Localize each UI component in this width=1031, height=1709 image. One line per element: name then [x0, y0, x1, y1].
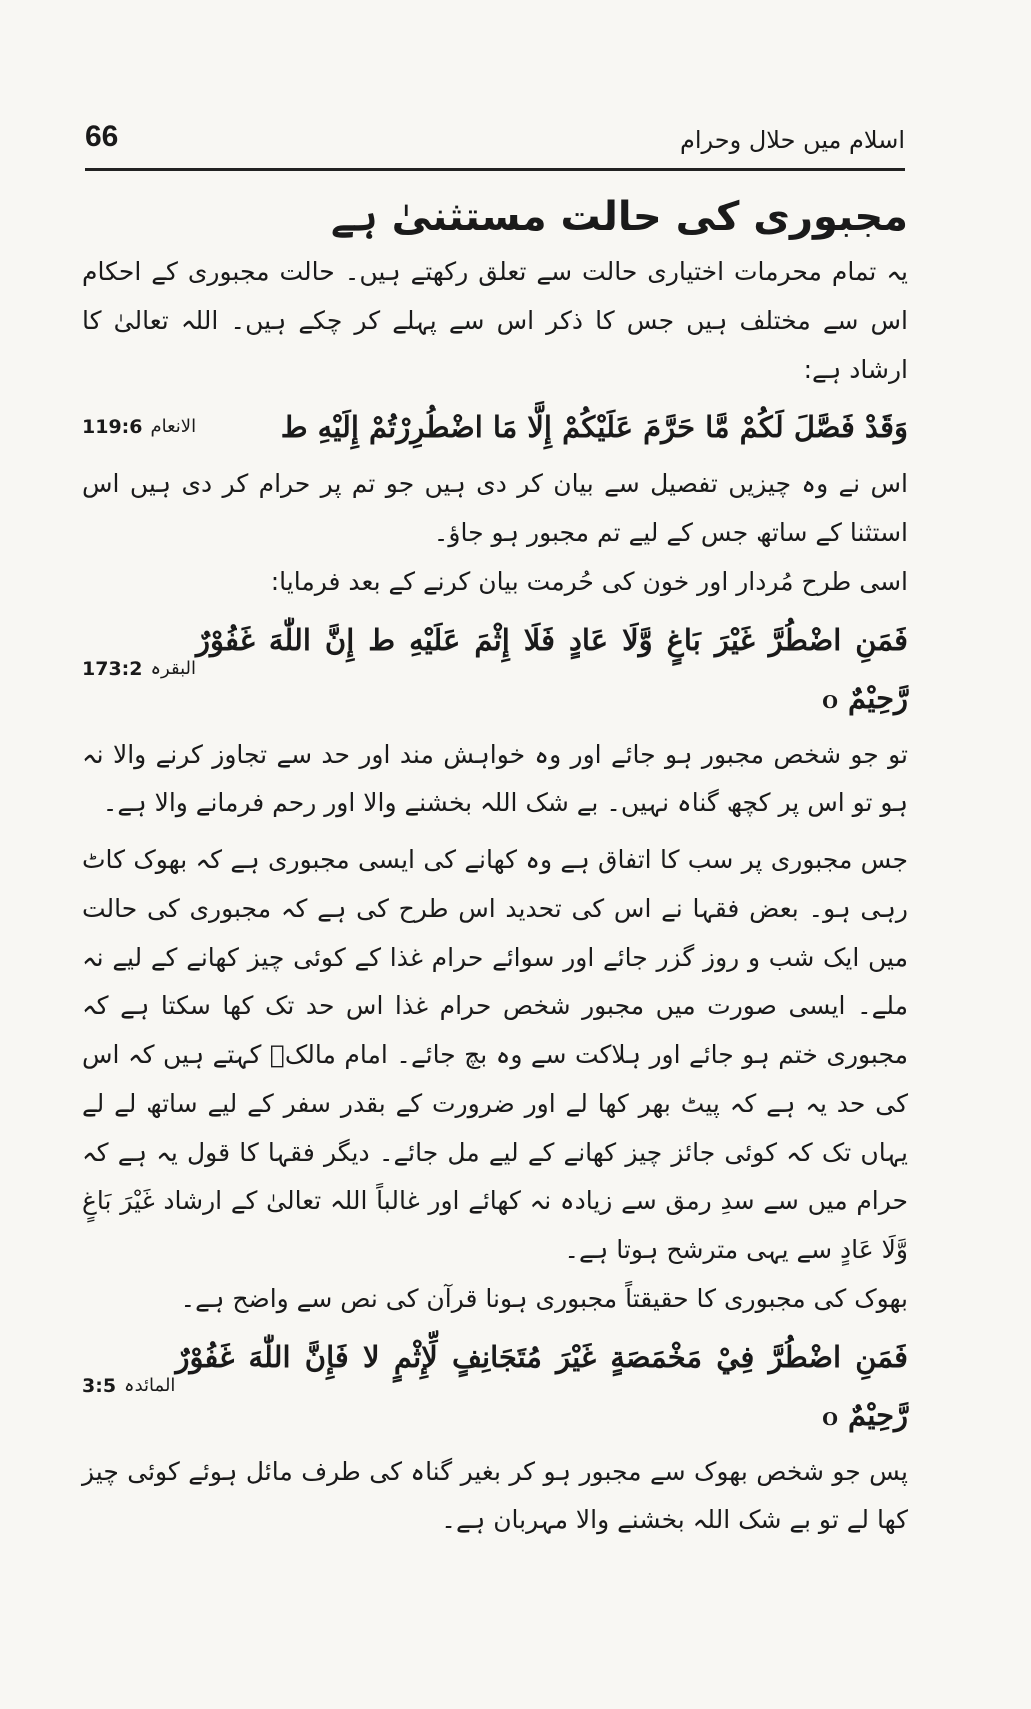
verse-arabic — [196, 611, 908, 727]
quran-verse-3 — [82, 1328, 908, 1444]
translation-3: پس جو شخص بھوک سے مجبور ہو کر بغیر گناہ کی طرف مائل ہوئے کوئی چیز کھا لے تو بے شک اللہ بخشنے والا مہربان ہے۔ — [82, 1456, 908, 1535]
paragraph-intro: یہ تمام محرمات اختیاری حالت سے تعلق رکھتے ہیں۔ حالت مجبوری کے احکام اس سے مختلف ہیں جس کا ذکر اس سے پہلے کر چکے ہیں۔ اللہ تعالیٰ کا ارشاد ہے: — [82, 257, 908, 384]
verse-ref-number: 173:2 — [82, 657, 143, 680]
verse-end-mark: O — [822, 1408, 838, 1430]
page-number: 66 — [85, 120, 119, 153]
verse-end-mark: O — [822, 691, 838, 713]
quran-verse-1 — [82, 398, 908, 456]
paragraph-mention: اسی طرح مُردار اور خون کی حُرمت بیان کرنے کے بعد فرمایا: — [270, 566, 908, 596]
section-title: مجبوری کی حالت مستثنیٰ ہے — [330, 194, 908, 240]
paragraph-quran-evidence: بھوک کی مجبوری کا حقیقتاً مجبوری ہونا قرآن کی نص سے واضح ہے۔ — [180, 1283, 908, 1313]
verse-surah: البقرہ — [150, 657, 196, 679]
page-header — [85, 118, 905, 171]
page-body — [82, 190, 908, 1545]
translation-2: تو جو شخص مجبور ہو جائے اور وہ خواہش مند اور حد سے تجاوز کرنے والا نہ ہو تو اس پر کچھ گناہ نہیں۔ بے شک اللہ بخشنے والا اور رحم فرمانے والا ہے۔ — [82, 739, 908, 818]
verse-ref-number: 3:5 — [82, 1374, 117, 1397]
verse-arabic-text: فَمَنِ اضْطُرَّ غَيْرَ بَاغٍ وَّلَا عَادٍ فَلَا إِثْمَ عَلَيْهِ ط إِنَّ اللّٰهَ غَفُوْرٌ رَّحِيْمٌ — [196, 622, 908, 715]
verse-arabic — [175, 1328, 908, 1444]
verse-reference — [82, 1367, 175, 1405]
verse-surah: المائدہ — [124, 1374, 176, 1396]
verse-arabic-text: فَمَنِ اضْطُرَّ فِيْ مَخْمَصَةٍ غَيْرَ مُتَجَانِفٍ لِّإِثْمٍ لا فَإِنَّ اللّٰهَ غَفُوْرٌ رَّحِيْمٌ — [175, 1339, 908, 1432]
quran-verse-2 — [82, 611, 908, 727]
verse-reference — [82, 408, 196, 446]
running-title: اسلام میں حلال وحرام — [680, 126, 905, 154]
translation-1: اس نے وہ چیزیں تفصیل سے بیان کر دی ہیں جو تم پر حرام کر دی ہیں اس استثنا کے ساتھ جس کے لیے تم مجبور ہو جاؤ۔ — [82, 469, 908, 547]
verse-reference — [82, 650, 196, 688]
verse-ref-number: 119:6 — [82, 416, 143, 439]
paragraph-hunger: جس مجبوری پر سب کا اتفاق ہے وہ کھانے کی ایسی مجبوری ہے کہ بھوک کاٹ رہی ہو۔ بعض فقہا نے اس کی تحدید اس طرح کی ہے کہ مجبوری کی حالت میں ایک شب و روز گزر جائے اور سوائے حرام غذا کے کوئی چیز کھانے کے لیے نہ ملے۔ ایسی صورت میں مجبور شخص حرام غذا اس حد تک کھا سکتا ہے کہ مجبوری ختم ہو جائے اور ہلاکت سے وہ بچ جائے۔ امام مالکؒ کہتے ہیں کہ اس کی حد یہ ہے کہ پیٹ بھر کھا لے اور ضرورت کے بقدر سفر کے لیے ساتھ لے لے یہاں تک کہ کوئی جائز چیز کھانے کے لیے مل جائے۔ دیگر فقہا کا قول یہ ہے کہ حرام میں سے سدِ رمق سے زیادہ نہ کھائے اور غالباً اللہ تعالیٰ کے ارشاد غَيْرَ بَاغٍ وَّلَا عَادٍ سے یہی مترشح ہوتا ہے۔ — [82, 845, 908, 1264]
verse-arabic: وَقَدْ فَصَّلَ لَكُمْ مَّا حَرَّمَ عَلَيْكُمْ إِلَّا مَا اضْطُرِرْتُمْ إِلَيْهِ ط — [280, 410, 908, 445]
verse-surah: الانعام — [150, 416, 197, 438]
